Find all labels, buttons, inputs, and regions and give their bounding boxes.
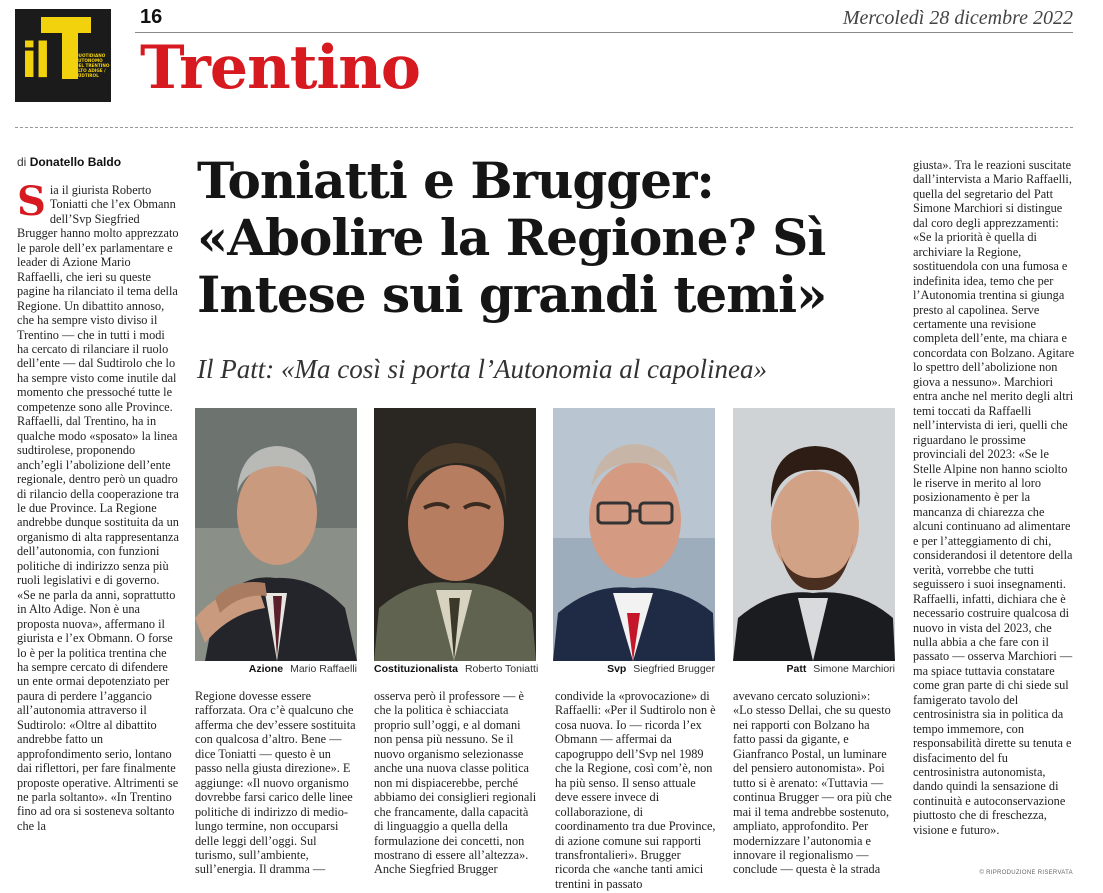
column-text: ia il giurista Roberto Toniatti che l’ex Obmann dell’Svp Siegfried Brugger hanno molto apprezzato le parole dell’ex parlamentare e leader di Azione Mario Raffaelli, che ieri su queste pagine ha rilanciato il tema della Regione. Un dibattito annoso, che ha sempre visto diviso il Trentino — che in tutti i modi ha cercato di rilanciare il ruolo dell’ente — dal Sudtirolo che lo ha sempre visto come inutile dal momento che pressoché tutte le competenze sono alle Province. Raffaelli, dal Trentino, ha in qualche modo «sposato» la linea sudtirolese, proponendo anch’egli l’abolizione dell’ente regionale, dentro però un quadro di rilancio della cooperazione tra le due Province. La Regione andrebbe dunque sostituita da un organismo di alta rappresentanza dell’autonomia, con funzioni politiche di indirizzo senza più ruoli legislativi e di governo. «Se ne parla da anni, soprattutto in Alto Adige. Non è una proposta nuova», affermano il giurista e l’ex Obmann. O forse lo è per la politica trentina che ha sempre cercato di difendere un ente ormai depotenziato per paura di perdere l’aggancio all’autonomia attraverso il Sudtirolo: «Oltre al dibattito andrebbe fatto un approfondimento serio, lontano dai riflettori, per fare finalmente proposte operative. Altrimenti se ne parla soltanto». «In Trentino fino ad ora si sosteneva soltanto che la <box>17 183 179 833</box>
article-column-2: Regione dovesse essere rafforzata. Ora c’è qualcuno che afferma che dev’essere sostituita con qualcosa d’altro. Bene — dice Toniatti — questo è un passo nella giusta direzione». E aggiunge: «Il nuovo organismo dovrebbe farsi carico delle linee politiche di indirizzo di medio-lungo termine, non occuparsi delle leggi dell’oggi. Sul turismo, sull’ambiente, sull’energia. Il dramma — <box>195 689 356 877</box>
drop-cap: S <box>17 178 46 225</box>
caption-name: Mario Raffaelli <box>290 663 357 675</box>
caption-name: Roberto Toniatti <box>464 663 539 675</box>
byline-prefix: di <box>17 155 27 169</box>
subhead: Il Patt: «Ma così si porta l’Autonomia al capolinea» <box>197 354 767 384</box>
logo-il-mark: il <box>21 33 48 89</box>
copyright-notice: © RIPRODUZIONE RISERVATA <box>979 870 1073 876</box>
caption-party: Patt <box>786 663 807 675</box>
photo-roberto-toniatti <box>374 408 536 661</box>
article-column-left <box>17 178 179 880</box>
byline-author: Donatello Baldo <box>29 155 122 169</box>
photo-simone-marchiori <box>733 408 895 661</box>
section-rule <box>15 127 1073 129</box>
page-number: 16 <box>140 6 163 28</box>
photo-caption-1 <box>195 663 357 675</box>
caption-party: Azione <box>248 663 284 675</box>
caption-party: Svp <box>607 663 627 675</box>
newspaper-logo <box>15 9 111 102</box>
caption-name: Siegfried Brugger <box>633 663 715 675</box>
caption-party: Costituzionalista <box>374 663 459 675</box>
headline: Toniatti e Brugger: «Abolire la Regione? Sì Intese sui grandi temi» <box>197 151 827 324</box>
caption-name: Simone Marchiori <box>813 663 895 675</box>
photo-caption-3 <box>553 663 715 675</box>
section-title: Trentino <box>140 33 420 103</box>
article-column-5: avevano cercato soluzioni»: «Lo stesso Dellai, che su questo nei rapporti con Bolzano ha fatto passi da gigante, e Gianfranco Postal, un luminare del pensiero autonomista». Poi tutto si è arenato: «Tuttavia — continua Brugger — ora più che mai il tema andrebbe sostenuto, ampliato, approfondito. Per modernizzare l’autonomia e innovare il regionalismo — conclude — questa è la strada <box>733 689 892 877</box>
article-column-right: giusta». Tra le reazioni suscitate dall’intervista a Mario Raffaelli, quella del segretario del Patt Simone Marchiori si distingue dal coro degli apprezzamenti: «Se la priorità è quella di archiviare la Regione, sostituendola con una fumosa e indefinita idea, temo che per l’Autonomia trentina si giunga presto al capolinea. Serve certamente una revisione completa dell’ente, ma chiara e concordata con Bolzano. Agitare lo spettro dell’abolizione non giova a nessuno». Marchiori entra anche nel merito degli altri temi toccati da Raffaelli nell’intervista di ieri, quelli che riguardano le prossime provinciali del 2023: «Se le Stelle Alpine non hanno sciolto le riserve in merito al loro posizionamento è per la mancanza di chiarezza che alcuni continuano ad alimentare e per l’atteggiamento di chi, considerandosi il detentore della verità, vorrebbe che tutti seguissero i suoi insegnamenti. Raffaelli, infatti, dichiara che è necessario costruire qualcosa di nuovo in vista del 2023, che nulla abbia a che fare con il passato — osserva Marchiori — ma spiace tuttavia constatare come gran parte di chi siede sul famigerato tavolo del centrosinistra sia in politica da tempo immemore, con responsabilità dirette su tenuta e disfacimento del fu centrosinistra autonomista, dando quindi la sensazione di continuità e autoconservazione piuttosto che di freschezza, visione e futuro». <box>913 158 1075 837</box>
photo-caption-2 <box>374 663 539 675</box>
photo-caption-4 <box>733 663 895 675</box>
article-column-3: osserva però il professore — è che la politica è schiacciata proprio sull’oggi, e al domani non pensa più nessuno. Se il nuovo organismo selezionasse anche una nuova classe politica non mi dispiacerebbe, perché abbiamo dei consiglieri regionali che francamente, dalla capacità di linguaggio a quella della formulazione dei concetti, non mostrano di essere all’altezza». Anche Siegfried Brugger <box>374 689 537 877</box>
logo-tagline: QUOTIDIANO AUTONOMO DEL TRENTINO ALTO ADIGE / SÜDTIROL <box>75 53 110 78</box>
photo-siegfried-brugger <box>553 408 715 661</box>
photo-mario-raffaelli <box>195 408 357 661</box>
article-column-4: condivide la «provocazione» di Raffaelli: «Per il Sudtirolo non è cosa nuova. Io — ricorda l’ex Obmann — affermai da capogruppo dell’Svp nel 1989 che la Regione, così com’è, non ha più senso. Il senso attuale deve essere invece di collaborazione, di coordinamento tra due Province, di azione comune sui rapporti transfrontalieri». Brugger ricorda che «anche tanti amici trentini in passato <box>555 689 716 891</box>
byline <box>17 155 121 169</box>
issue-date: Mercoledì 28 dicembre 2022 <box>842 7 1073 29</box>
